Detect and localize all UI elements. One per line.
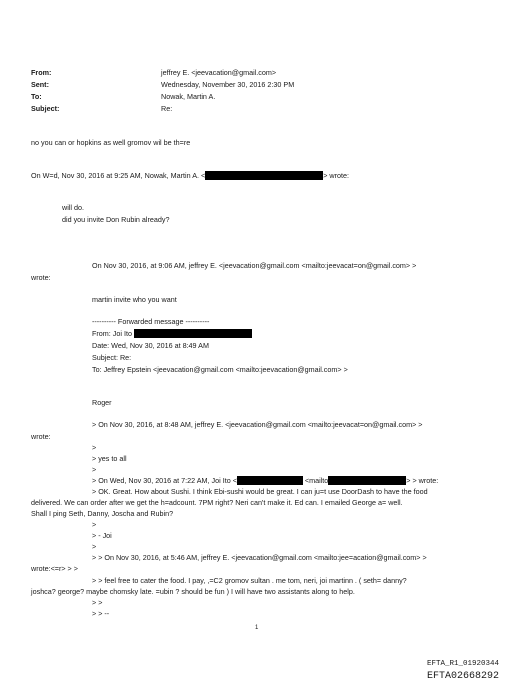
body-line: > (92, 542, 97, 551)
body-line: Shall I ping Seth, Danny, Joscha and Rubin? (31, 509, 174, 518)
sent-label: Sent: (31, 80, 49, 89)
body-line: > - Joi (92, 531, 112, 540)
body-line: > > (92, 598, 103, 607)
body-line: > yes to all (92, 454, 127, 463)
body-line: joshca? george? maybe chomsky late. =ubin ? should be fun ) I will have two assistants along to help. (31, 587, 355, 596)
quote-header-text: > On Wed, Nov 30, 2016 at 7:22 AM, Joi Ito < (92, 476, 237, 485)
body-line: > (92, 520, 97, 529)
body-line: will do. (62, 203, 84, 212)
quote-header-line: > > On Nov 30, 2016, at 5:46 AM, jeffrey E. <jeevacation@gmail.com <mailto:jee=acation@gmail.com> > (92, 553, 427, 562)
footer-small-id: EFTA_R1_01920344 (426, 660, 499, 668)
forward-from-line (92, 329, 252, 338)
body-line: Subject: Re: (92, 353, 132, 362)
page-number: 1 (255, 625, 259, 631)
redaction-block (134, 329, 252, 338)
subject-label: Subject: (31, 104, 60, 113)
body-line: Roger (92, 398, 112, 407)
quote-header-line (92, 476, 438, 485)
body-line: Date: Wed, Nov 30, 2016 at 8:49 AM (92, 341, 209, 350)
body-line: > > -- (92, 609, 110, 618)
redaction-block (205, 171, 323, 180)
body-line: did you invite Don Rubin already? (62, 215, 170, 224)
to-label: To: (31, 92, 42, 101)
body-line: To: Jeffrey Epstein <jeevacation@gmail.com <mailto:jeevacation@gmail.com> > (92, 365, 348, 374)
body-line: wrote: (31, 432, 51, 441)
body-line: > OK. Great. How about Sushi. I think Ebi-sushi would be great. I can ju=t use DoorDash to have the food (92, 487, 428, 496)
sent-value: Wednesday, November 30, 2016 2:30 PM (161, 80, 295, 89)
quote-header-suffix: > wrote: (323, 171, 349, 180)
quote-header-line: On Nov 30, 2016, at 9:06 AM, jeffrey E. <jeevacation@gmail.com <mailto:jeevacat=on@gmail.com> > (92, 261, 417, 270)
quote-header-suffix: > > wrote: (406, 476, 439, 485)
quote-header-text: On W=d, Nov 30, 2016 at 9:25 AM, Nowak, Martin A. < (31, 171, 206, 180)
body-line: martin invite who you want (92, 295, 177, 304)
from-label: From: (31, 68, 52, 77)
forwarded-separator: ---------- Forwarded message ---------- (92, 317, 210, 326)
body-line: wrote:<=r> > > (31, 564, 78, 573)
body-line: wrote: (31, 273, 51, 282)
footer-large-id: EFTA02668292 (426, 671, 499, 682)
redaction-block (237, 476, 303, 485)
from-value: jeffrey E. <jeevacation@gmail.com> (161, 68, 277, 77)
forward-from-text: From: Joi Ito (92, 329, 132, 338)
redaction-block (328, 476, 406, 485)
body-line: delivered. We can order after we get the h=adcount. 7PM right? Neri can't make it. Ed can. I emailed George a= well. (31, 498, 403, 507)
body-line: > (92, 465, 97, 474)
quote-header-line (31, 171, 349, 180)
body-line: no you can or hopkins as well gromov wil be th=re (31, 138, 191, 147)
subject-value: Re: (161, 104, 173, 113)
body-line: > > feel free to cater the food. I pay, ,=C2 gromov sultan . me tom, neri, joi martinn . ( seth= danny? (92, 576, 407, 585)
mailto-text: <mailto (304, 476, 329, 485)
body-line: > (92, 443, 97, 452)
to-value: Nowak, Martin A. (161, 92, 216, 101)
quote-header-line: > On Nov 30, 2016, at 8:48 AM, jeffrey E. <jeevacation@gmail.com <mailto:jeevacat=on@gmail.com> > (92, 420, 423, 429)
